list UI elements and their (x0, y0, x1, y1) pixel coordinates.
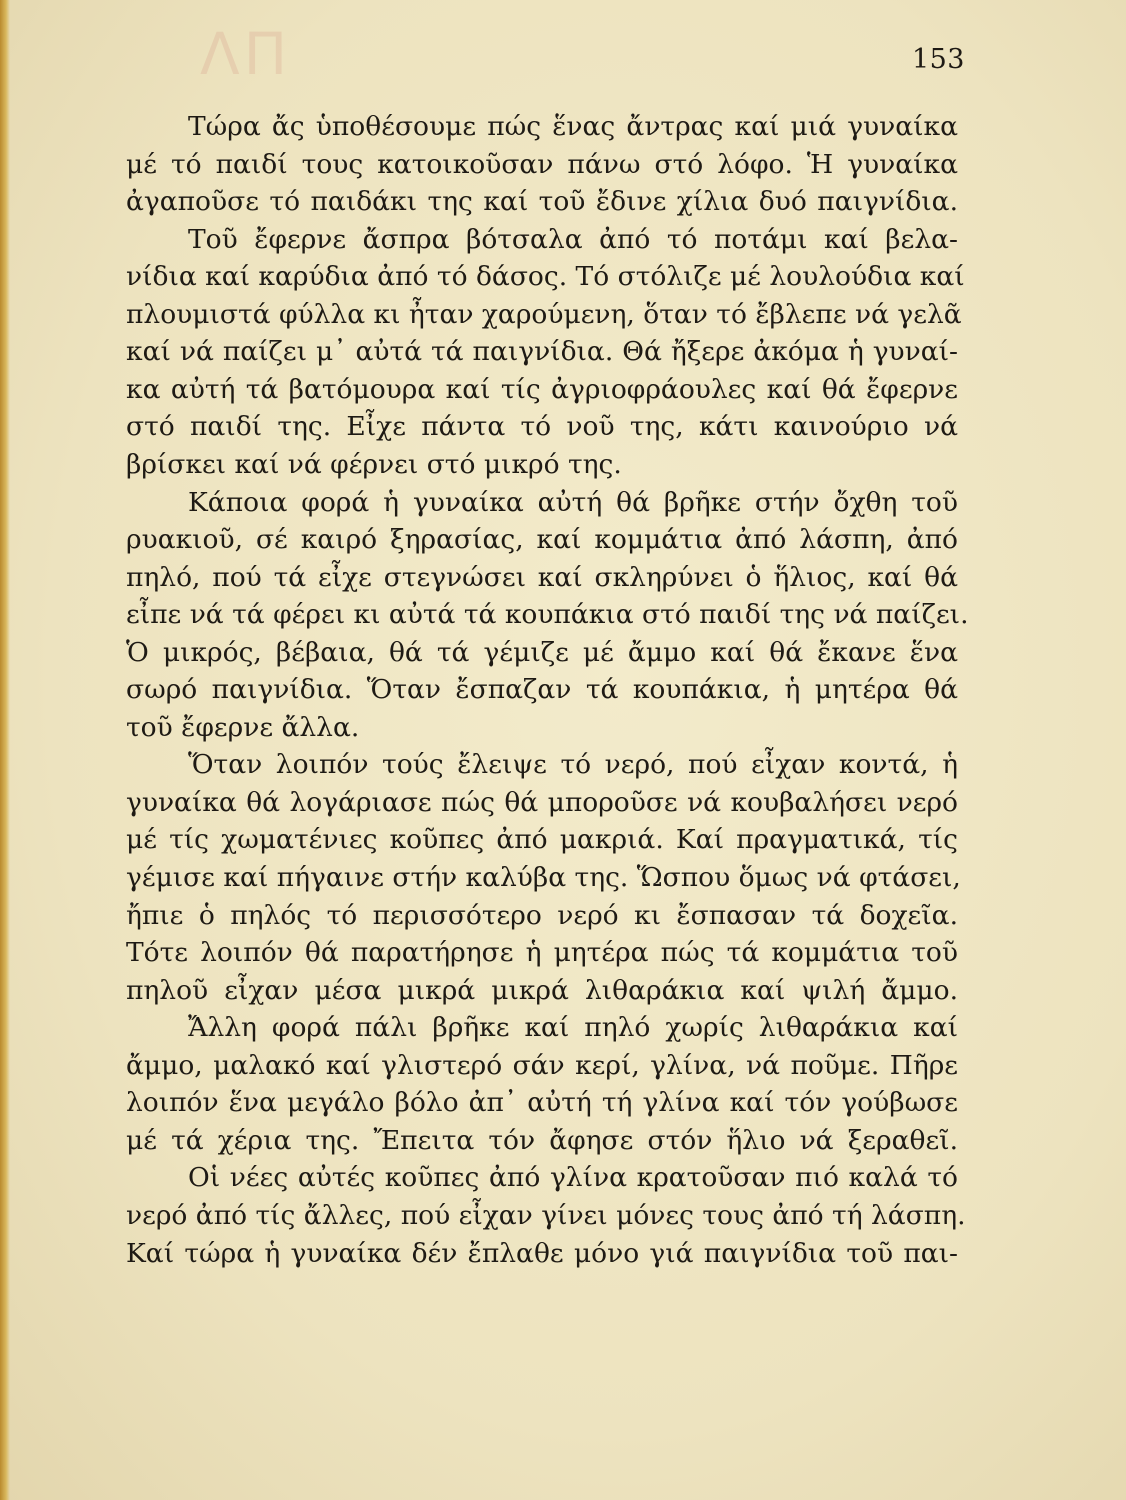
text-line: στό παιδί της. Εἶχε πάντα τό νοῦ της, κάτι καινούριο νά (126, 411, 958, 443)
text-line: ἄμμο, μαλακό καί γλιστερό σάν κερί, γλίνα, νά ποῦμε. Πῆρε (126, 1049, 958, 1081)
text-line: μέ τά χέρια της. Ἔπειτα τόν ἄφησε στόν ἥλιο νά ξεραθεῖ. (126, 1124, 958, 1156)
text-line: πηλοῦ εἶχαν μέσα μικρά μικρά λιθαράκια καί ψιλή ἄμμο. (126, 974, 958, 1006)
text-line: εἶπε νά τά φέρει κι αὐτά τά κουπάκια στό παιδί της νά παίζει. (126, 599, 969, 631)
text-line: Τώρα ἄς ὑποθέσουμε πώς ἕνας ἄντρας καί μιά γυναίκα (188, 111, 958, 142)
faded-stamp: ΛΠ (200, 20, 292, 88)
text-line: Ὁ μικρός, βέβαια, θά τά γέμιζε μέ ἄμμο καί θά ἔκανε ἕνα (126, 636, 958, 668)
text-line: τοῦ ἔφερνε ἄλλα. (126, 711, 360, 743)
text-line: γέμισε καί πήγαινε στήν καλύβα της. Ὥσπου ὅμως νά φτάσει, (126, 862, 961, 893)
text-line: πηλό, πού τά εἶχε στεγνώσει καί σκληρύνει ὁ ἥλιος, καί θά (126, 561, 958, 593)
text-line: βρίσκει καί νά φέρνει στό μικρό της. (126, 448, 622, 480)
page-number: 153 (911, 44, 965, 75)
text-line: Ἄλλη φορά πάλι βρῆκε καί πηλό χωρίς λιθαράκια καί (188, 1012, 958, 1044)
text-line: πλουμιστά φύλλα κι ἦταν χαρούμενη, ὅταν τό ἔβλεπε νά γελᾶ (126, 298, 962, 330)
text-line: μέ τό παιδί τους κατοικοῦσαν πάνω στό λόφο. Ἡ γυναίκα (126, 148, 958, 180)
page-binding-edge (0, 0, 10, 1500)
text-line: Τοῦ ἔφερνε ἄσπρα βότσαλα ἀπό τό ποτάμι καί βελα- (188, 223, 958, 255)
text-line: ἀγαποῦσε τό παιδάκι της καί τοῦ ἔδινε χίλια δυό παιγνίδια. (126, 186, 958, 218)
text-line: λοιπόν ἕνα μεγάλο βόλο ἀπ᾿ αὐτή τή γλίνα καί τόν γούβωσε (126, 1087, 958, 1119)
text-line: νερό ἀπό τίς ἄλλες, πού εἶχαν γίνει μόνες τους ἀπό τή λάσπη. (126, 1199, 966, 1231)
text-line: ἤπιε ὁ πηλός τό περισσότερο νερό κι ἔσπασαν τά δοχεῖα. (126, 899, 958, 931)
text-line: σωρό παιγνίδια. Ὅταν ἔσπαζαν τά κουπάκια, ἡ μητέρα θά (126, 674, 958, 706)
text-line: ρυακιοῦ, σέ καιρό ξηρασίας, καί κομμάτια ἀπό λάσπη, ἀπό (126, 524, 958, 555)
text-line: νίδια καί καρύδια ἀπό τό δάσος. Τό στόλιζε μέ λουλούδια καί (126, 261, 965, 293)
text-line: Καί τώρα ἡ γυναίκα δέν ἔπλαθε μόνο γιά παιγνίδια τοῦ παι- (126, 1237, 958, 1269)
text-line: Οἱ νέες αὐτές κοῦπες ἀπό γλίνα κρατοῦσαν πιό καλά τό (188, 1162, 958, 1194)
text-line: Κάποια φορά ἡ γυναίκα αὐτή θά βρῆκε στήν ὄχθη τοῦ (188, 486, 958, 518)
text-line: κα αὐτή τά βατόμουρα καί τίς ἀγριοφράουλες καί θά ἔφερνε (126, 373, 958, 405)
text-line: Ὅταν λοιπόν τούς ἔλειψε τό νερό, πού εἶχαν κοντά, ἡ (188, 749, 958, 781)
text-line: Τότε λοιπόν θά παρατήρησε ἡ μητέρα πώς τά κομμάτια τοῦ (126, 937, 958, 969)
text-line: γυναίκα θά λογάριασε πώς θά μποροῦσε νά κουβαλήσει νερό (126, 786, 958, 818)
text-line: καί νά παίζει μ᾿ αὐτά τά παιγνίδια. Θά ἤξερε ἀκόμα ἡ γυναί- (126, 336, 958, 368)
text-line: μέ τίς χωματένιες κοῦπες ἀπό μακριά. Καί πραγματικά, τίς (126, 824, 958, 856)
